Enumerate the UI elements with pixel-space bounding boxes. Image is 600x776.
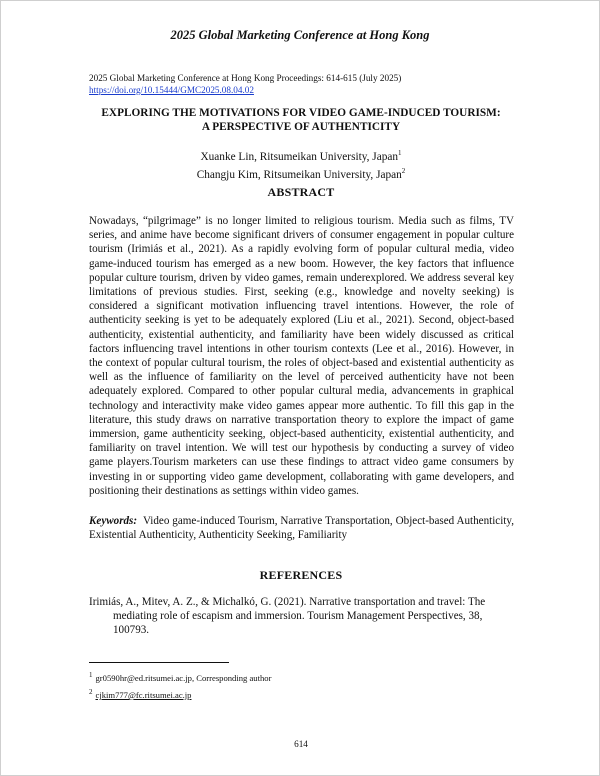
author-2-footnote-marker: 2 xyxy=(401,166,406,175)
author-1-footnote-marker: 1 xyxy=(398,149,402,157)
author-2 xyxy=(151,165,451,183)
abstract-body: Nowadays, “pilgrimage” is no longer limited to religious tourism. Media such as films, TV series, and anime have become significant drivers of consumer engagement in popular culture tourism (Irimiás et al., 2021). As a rapidly evolving form of popular cultural media, video game-induced tourism has emerged as a new boom. However, the key factors that influence popular culture tourism, driven by video games, remain underexplored. We address several key limitations of previous studies. First, seeking (e.g., knowledge and novelty seeking) is considered a significant motivation influencing travel intentions. However, the role of authenticity seeking is yet to be adequately explored (Liu et al., 2021). Second, object-based authenticity, existential authenticity, and familiarity have been widely discussed as critical factors influencing travel intentions in other tourism contexts (Lee et al., 2016). However, in the context of popular cultural tourism, the roles of object-based and existential authenticity as well as the influence of familiarity on the level of perceived authenticity have not been adequately explored. Compared to other popular cultural media, advancements in graphical technology and interactivity make video games appear more authentic. To fill this gap in the literature, this study draws on narrative transportation theory to explore the impact of game immersion, game authenticity seeking, object-based authenticity, existential authenticity, and familiarity on travel intention. We will test our hypothesis by conducting a survey of video game players.Tourism marketers can use these findings to attract video game consumers by investing in or supporting video game development, collaborating with game developers, and positioning their destinations as settings within video games. xyxy=(89,215,514,497)
abstract-heading: ABSTRACT xyxy=(267,185,335,199)
proceedings-citation: 2025 Global Marketing Conference at Hong Kong Proceedings: 614-615 (July 2025) xyxy=(89,73,402,83)
footnotes xyxy=(89,668,271,702)
paper-title xyxy=(61,107,541,134)
keywords-label: Keywords: xyxy=(89,515,138,527)
author-1 xyxy=(151,147,451,165)
author-1-name: Xuanke Lin, Ritsumeikan University, Japan xyxy=(200,151,399,163)
footnote-1-marker: 1 xyxy=(89,671,93,679)
page-number: 614 xyxy=(294,739,308,749)
proceedings-block xyxy=(89,72,401,96)
footnote-1-text: gr0590hr@ed.ritsumei.ac.jp, Corresponding author xyxy=(95,673,272,683)
footnote-1 xyxy=(89,668,271,685)
footnote-2-email[interactable]: cjkim777@fc.ritsumei.ac.jp xyxy=(95,690,192,700)
footnote-divider xyxy=(89,662,229,663)
doi-link[interactable]: https://doi.org/10.15444/GMC2025.08.04.02 xyxy=(89,85,254,95)
keywords-list: Video game-induced Tourism, Narrative Transportation, Object-based Authenticity, Existential Authenticity, Authenticity Seeking, Familiarity xyxy=(89,515,514,542)
footnote-2 xyxy=(89,685,271,702)
title-line-1: EXPLORING THE MOTIVATIONS FOR VIDEO GAME-INDUCED TOURISM: xyxy=(101,107,501,119)
title-line-2: A PERSPECTIVE OF AUTHENTICITY xyxy=(201,120,401,133)
footnote-2-marker: 2 xyxy=(89,688,93,696)
running-header: 2025 Global Marketing Conference at Hong Kong xyxy=(170,28,430,42)
keywords-paragraph xyxy=(89,514,514,542)
references-heading: REFERENCES xyxy=(259,568,343,582)
author-2-name: Changju Kim, Ritsumeikan University, Japan xyxy=(196,168,402,181)
author-list xyxy=(151,147,451,182)
reference-item: Irimiás, A., Mitev, A. Z., & Michalkó, G. (2021). Narrative transportation and travel: The mediating role of escapism and immersion. Tourism Management Perspectives, 38, 100793. xyxy=(89,596,486,637)
